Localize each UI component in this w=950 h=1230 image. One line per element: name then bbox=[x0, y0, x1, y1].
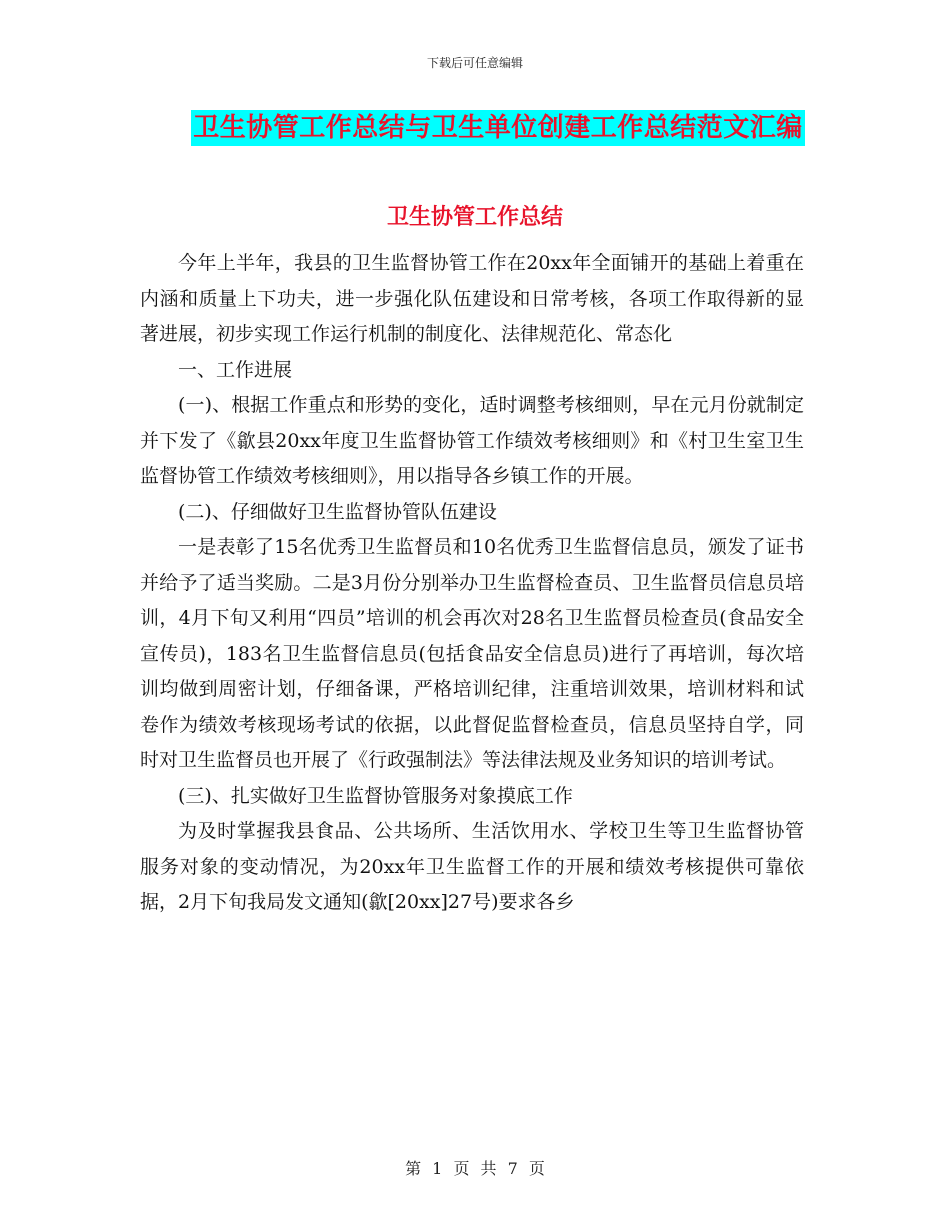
document-title-container bbox=[0, 110, 950, 146]
document-body bbox=[140, 246, 804, 921]
section-title: 卫生协管工作总结 bbox=[386, 205, 563, 230]
page-header-note: 下载后可任意编辑 bbox=[426, 56, 523, 70]
paragraph: 一是表彰了15名优秀卫生监督员和10名优秀卫生监督信息员，颁发了证书并给予了适当奖励。二是3月份分别举办卫生监督检查员、卫生监督员信息员培训，4月下旬又利用“四员”培训的机会再次对28名卫生监督员检查员(食品安全宣传员)，183名卫生监督信息员(包括食品安全信息员)进行了再培训，每次培训均做到周密计划，仔细备课，严格培训纪律，注重培训效果，培训材料和试卷作为绩效考核现场考试的依据，以此督促监督检查员，信息员坚持自学，同时对卫生监督员也开展了《行政强制法》等法律法规及业务知识的培训考试。 bbox=[140, 536, 804, 771]
paragraph-heading: 一、工作进展 bbox=[178, 358, 293, 381]
paragraph: 今年上半年，我县的卫生监督协管工作在20xx年全面铺开的基础上着重在内涵和质量上下功夫，进一步强化队伍建设和日常考核，各项工作取得新的显著进展，初步实现工作运行机制的制度化、法律规范化、常态化 bbox=[140, 252, 804, 345]
document-title: 卫生协管工作总结与卫生单位创建工作总结范文汇编 bbox=[191, 110, 805, 146]
paragraph: (一)、根据工作重点和形势的变化，适时调整考核细则，早在元月份就制定并下发了《歙县20xx年度卫生监督协管工作绩效考核细则》和《村卫生室卫生监督协管工作绩效考核细则》，用以指导各乡镇工作的开展。 bbox=[140, 394, 804, 487]
paragraph-heading: (三)、扎实做好卫生监督协管服务对象摸底工作 bbox=[178, 784, 573, 807]
page-number: 第 1 页 共 7 页 bbox=[405, 1159, 545, 1178]
paragraph-heading: (二)、仔细做好卫生监督协管队伍建设 bbox=[178, 500, 497, 523]
paragraph: 为及时掌握我县食品、公共场所、生活饮用水、学校卫生等卫生监督协管服务对象的变动情况，为20xx年卫生监督工作的开展和绩效考核提供可靠依据，2月下旬我局发文通知(歙[20xx]27号)要求各乡 bbox=[140, 820, 804, 913]
